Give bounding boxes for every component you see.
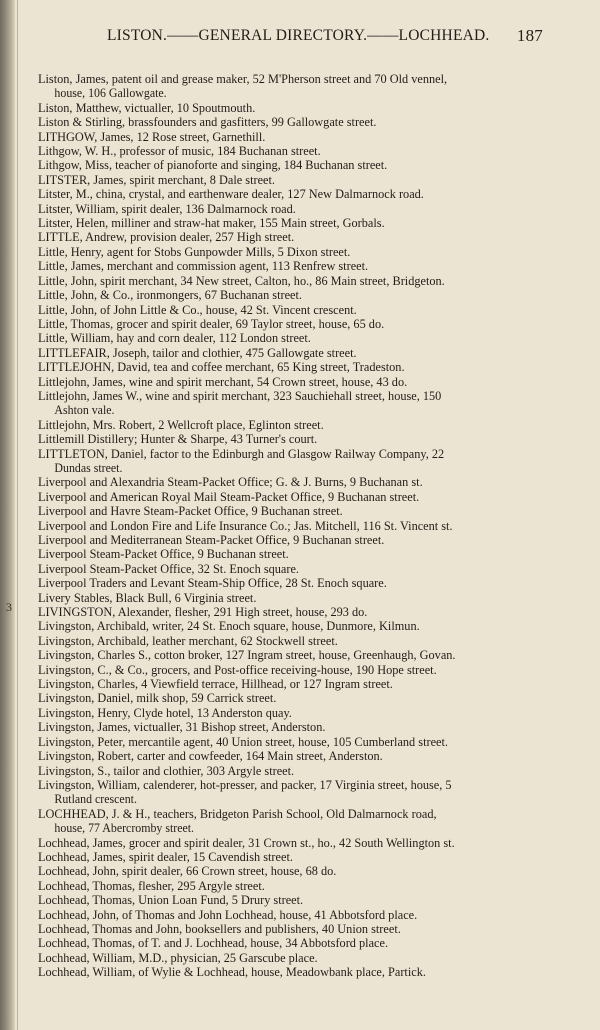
directory-entry <box>38 922 544 936</box>
entry-text: Littlemill Distillery; Hunter & Sharpe, 43 Turner's court. <box>38 432 318 447</box>
entry-text: Livingston, Robert, carter and cowfeeder, 164 Main street, Anderston. <box>38 749 383 764</box>
directory-entry <box>38 288 544 302</box>
entry-text: Livingston, Henry, Clyde hotel, 13 Anderston quay. <box>38 705 292 720</box>
directory-entry <box>38 173 544 187</box>
directory-entry <box>38 101 544 115</box>
entry-text: Liverpool and Mediterranean Steam-Packet Office, 9 Buchanan street. <box>38 533 385 547</box>
directory-entry <box>38 864 544 878</box>
directory-entry <box>38 764 544 778</box>
entry-text: Littlejohn, Mrs. Robert, 2 Wellcroft place, Eglinton street. <box>38 417 324 432</box>
entry-text: Liverpool Steam-Packet Office, 9 Buchanan street. <box>38 547 289 562</box>
directory-entry <box>38 634 544 648</box>
entry-text: Lochhead, James, grocer and spirit dealer, 31 Crown st., ho., 42 South Wellington st. <box>38 835 455 850</box>
entry-text: Lithgow, Miss, teacher of pianoforte and singing, 184 Buchanan street. <box>38 158 388 173</box>
entry-text: Livingston, Charles S., cotton broker, 127 Ingram street, house, Greenhaugh, Govan. <box>38 648 456 663</box>
directory-entry <box>38 720 544 734</box>
entry-text: Liston & Stirling, brassfounders and gasfitters, 99 Gallowgate street. <box>38 115 377 130</box>
directory-entry <box>38 504 544 518</box>
directory-entry <box>38 375 544 389</box>
directory-entry <box>38 158 544 172</box>
directory-entry <box>38 677 544 691</box>
page-header <box>107 27 543 49</box>
directory-entry <box>38 576 544 590</box>
entry-text: LITTLEFAIR, Joseph, tailor and clothier, 475 Gallowgate street. <box>38 345 357 360</box>
directory-entry <box>38 836 544 850</box>
entry-text: LITHGOW, James, 12 Rose street, Garnethill. <box>38 129 266 144</box>
directory-entry <box>38 547 544 561</box>
directory-entry <box>38 663 544 677</box>
directory-entry <box>38 519 544 533</box>
entry-text: Little, Thomas, grocer and spirit dealer, 69 Taylor street, house, 65 do. <box>38 316 385 331</box>
running-title: LISTON.——GENERAL DIRECTORY.——LOCHHEAD. <box>107 27 490 44</box>
entry-text: Livingston, Daniel, milk shop, 59 Carrick street. <box>38 691 277 706</box>
entry-text: Lochhead, John, spirit dealer, 66 Crown street, house, 68 do. <box>38 864 337 879</box>
entry-text: Livingston, Archibald, writer, 24 St. Enoch square, house, Dunmore, Kilmun. <box>38 619 420 634</box>
directory-entry <box>38 807 544 836</box>
entry-text: Lochhead, Thomas, Union Loan Fund, 5 Drury street. <box>38 893 304 908</box>
directory-entries <box>38 72 544 980</box>
entry-text: Livingston, James, victualler, 31 Bishop street, Anderston. <box>38 720 326 735</box>
directory-entry <box>38 72 544 101</box>
directory-entry <box>38 432 544 446</box>
directory-entry <box>38 115 544 129</box>
entry-text: Lochhead, James, spirit dealer, 15 Cavendish street. <box>38 849 293 864</box>
entry-text: Lochhead, William, M.D., physician, 25 Garscube place. <box>38 950 318 965</box>
directory-entry <box>38 965 544 979</box>
entry-text: Litster, M., china, crystal, and earthenware dealer, 127 New Dalmarnock road. <box>38 187 424 202</box>
entry-text: Little, Henry, agent for Stobs Gunpowder Mills, 5 Dixon street. <box>38 244 351 259</box>
directory-entry <box>38 259 544 273</box>
directory-entry <box>38 216 544 230</box>
directory-entry <box>38 303 544 317</box>
entry-text: Little, James, merchant and commission agent, 113 Renfrew street. <box>38 259 369 274</box>
entry-text: LITTLEJOHN, David, tea and coffee merchant, 65 King street, Tradeston. <box>38 360 405 375</box>
entry-text: Lochhead, Thomas and John, booksellers and publishers, 40 Union street. <box>38 921 401 936</box>
directory-entry <box>38 591 544 605</box>
directory-entry <box>38 648 544 662</box>
directory-entry <box>38 490 544 504</box>
entry-text: Livingston, Charles, 4 Viewfield terrace, Hillhead, or 127 Ingram street. <box>38 677 393 692</box>
directory-entry <box>38 274 544 288</box>
directory-entry <box>38 346 544 360</box>
entry-text: Livingston, William, calenderer, hot-presser, and packer, 17 Virginia street, house, 5 <box>38 777 452 792</box>
entry-text: Lochhead, William, of Wylie & Lochhead, house, Meadowbank place, Partick. <box>38 965 426 980</box>
directory-entry <box>38 879 544 893</box>
entry-text: Little, John, & Co., ironmongers, 67 Buchanan street. <box>38 288 302 303</box>
entry-text: LOCHHEAD, J. & H., teachers, Bridgeton Parish School, Old Dalmarnock road, <box>38 806 437 821</box>
entry-text: Liverpool and Havre Steam-Packet Office, 9 Buchanan street. <box>38 504 343 519</box>
gutter-line <box>17 0 18 1030</box>
directory-entry <box>38 936 544 950</box>
entry-continuation: house, 106 Gallowgate. <box>54 86 167 101</box>
directory-entry <box>38 908 544 922</box>
directory-entry <box>38 951 544 965</box>
entry-continuation: house, 77 Abercromby street. <box>54 821 195 836</box>
directory-entry <box>38 619 544 633</box>
directory-entry <box>38 331 544 345</box>
directory-entry <box>38 475 544 489</box>
entry-text: Lochhead, Thomas, of T. and J. Lochhead, house, 34 Abbotsford place. <box>38 936 389 951</box>
entry-text: LIVINGSTON, Alexander, flesher, 291 High street, house, 293 do. <box>38 605 368 620</box>
directory-entry <box>38 850 544 864</box>
margin-mark: 3 <box>6 600 12 614</box>
book-spine-shadow <box>0 0 15 1030</box>
directory-entry <box>38 735 544 749</box>
directory-entry <box>38 562 544 576</box>
entry-text: LITTLE, Andrew, provision dealer, 257 High street. <box>38 230 295 245</box>
directory-entry <box>38 691 544 705</box>
entry-text: Little, William, hay and corn dealer, 112 London street. <box>38 331 311 346</box>
directory-entry <box>38 389 544 418</box>
entry-text: LITTLETON, Daniel, factor to the Edinburgh and Glasgow Railway Company, 22 <box>38 446 445 461</box>
entry-text: Liverpool and London Fire and Life Insurance Co.; Jas. Mitchell, 116 St. Vincent st. <box>38 518 453 533</box>
entry-text: Liverpool Traders and Levant Steam-Ship Office, 28 St. Enoch square. <box>38 576 387 591</box>
entry-text: Livingston, Peter, mercantile agent, 40 Union street, house, 105 Cumberland street. <box>38 734 448 749</box>
directory-entry <box>38 187 544 201</box>
directory-entry <box>38 230 544 244</box>
directory-entry <box>38 130 544 144</box>
entry-text: Liverpool and Alexandria Steam-Packet Office; G. & J. Burns, 9 Buchanan st. <box>38 475 423 490</box>
entry-text: Lithgow, W. H., professor of music, 184 Buchanan street. <box>38 144 321 159</box>
directory-entry <box>38 533 544 547</box>
directory-entry <box>38 749 544 763</box>
directory-entry <box>38 144 544 158</box>
entry-continuation: Ashton vale. <box>54 403 115 418</box>
directory-entry <box>38 447 544 476</box>
entry-text: Lochhead, Thomas, flesher, 295 Argyle street. <box>38 878 265 893</box>
directory-entry <box>38 418 544 432</box>
entry-text: Liston, Matthew, victualler, 10 Spoutmouth. <box>38 100 256 115</box>
directory-entry <box>38 893 544 907</box>
entry-text: Litster, William, spirit dealer, 136 Dalmarnock road. <box>38 201 296 216</box>
entry-text: Livingston, Archibald, leather merchant, 62 Stockwell street. <box>38 633 338 648</box>
entry-text: Littlejohn, James W., wine and spirit merchant, 323 Sauchiehall street, house, 150 <box>38 388 442 403</box>
directory-entry <box>38 706 544 720</box>
entry-text: Livingston, S., tailor and clothier, 303 Argyle street. <box>38 763 295 778</box>
entry-text: Little, John, of John Little & Co., house, 42 St. Vincent crescent. <box>38 302 357 317</box>
entry-text: Liston, James, patent oil and grease maker, 52 M'Pherson street and 70 Old vennel, <box>38 72 448 86</box>
directory-entry <box>38 360 544 374</box>
entry-text: Livingston, C., & Co., grocers, and Post-office receiving-house, 190 Hope street. <box>38 662 437 677</box>
directory-entry <box>38 245 544 259</box>
page-number: 187 <box>516 26 543 45</box>
entry-text: Lochhead, John, of Thomas and John Lochhead, house, 41 Abbotsford place. <box>38 907 418 922</box>
entry-text: Littlejohn, James, wine and spirit merchant, 54 Crown street, house, 43 do. <box>38 374 408 389</box>
entry-continuation: Rutland crescent. <box>54 792 137 807</box>
entry-continuation: Dundas street. <box>54 460 123 475</box>
entry-text: Litster, Helen, milliner and straw-hat maker, 155 Main street, Gorbals. <box>38 216 385 231</box>
entry-text: LITSTER, James, spirit merchant, 8 Dale street. <box>38 172 275 187</box>
directory-entry <box>38 778 544 807</box>
entry-text: Livery Stables, Black Bull, 6 Virginia street. <box>38 590 257 605</box>
entry-text: Liverpool and American Royal Mail Steam-Packet Office, 9 Buchanan street. <box>38 489 420 504</box>
directory-entry <box>38 317 544 331</box>
entry-text: Little, John, spirit merchant, 34 New street, Calton, ho., 86 Main street, Bridgeton. <box>38 273 445 288</box>
entry-text: Liverpool Steam-Packet Office, 32 St. Enoch square. <box>38 561 300 576</box>
directory-entry <box>38 605 544 619</box>
directory-entry <box>38 202 544 216</box>
